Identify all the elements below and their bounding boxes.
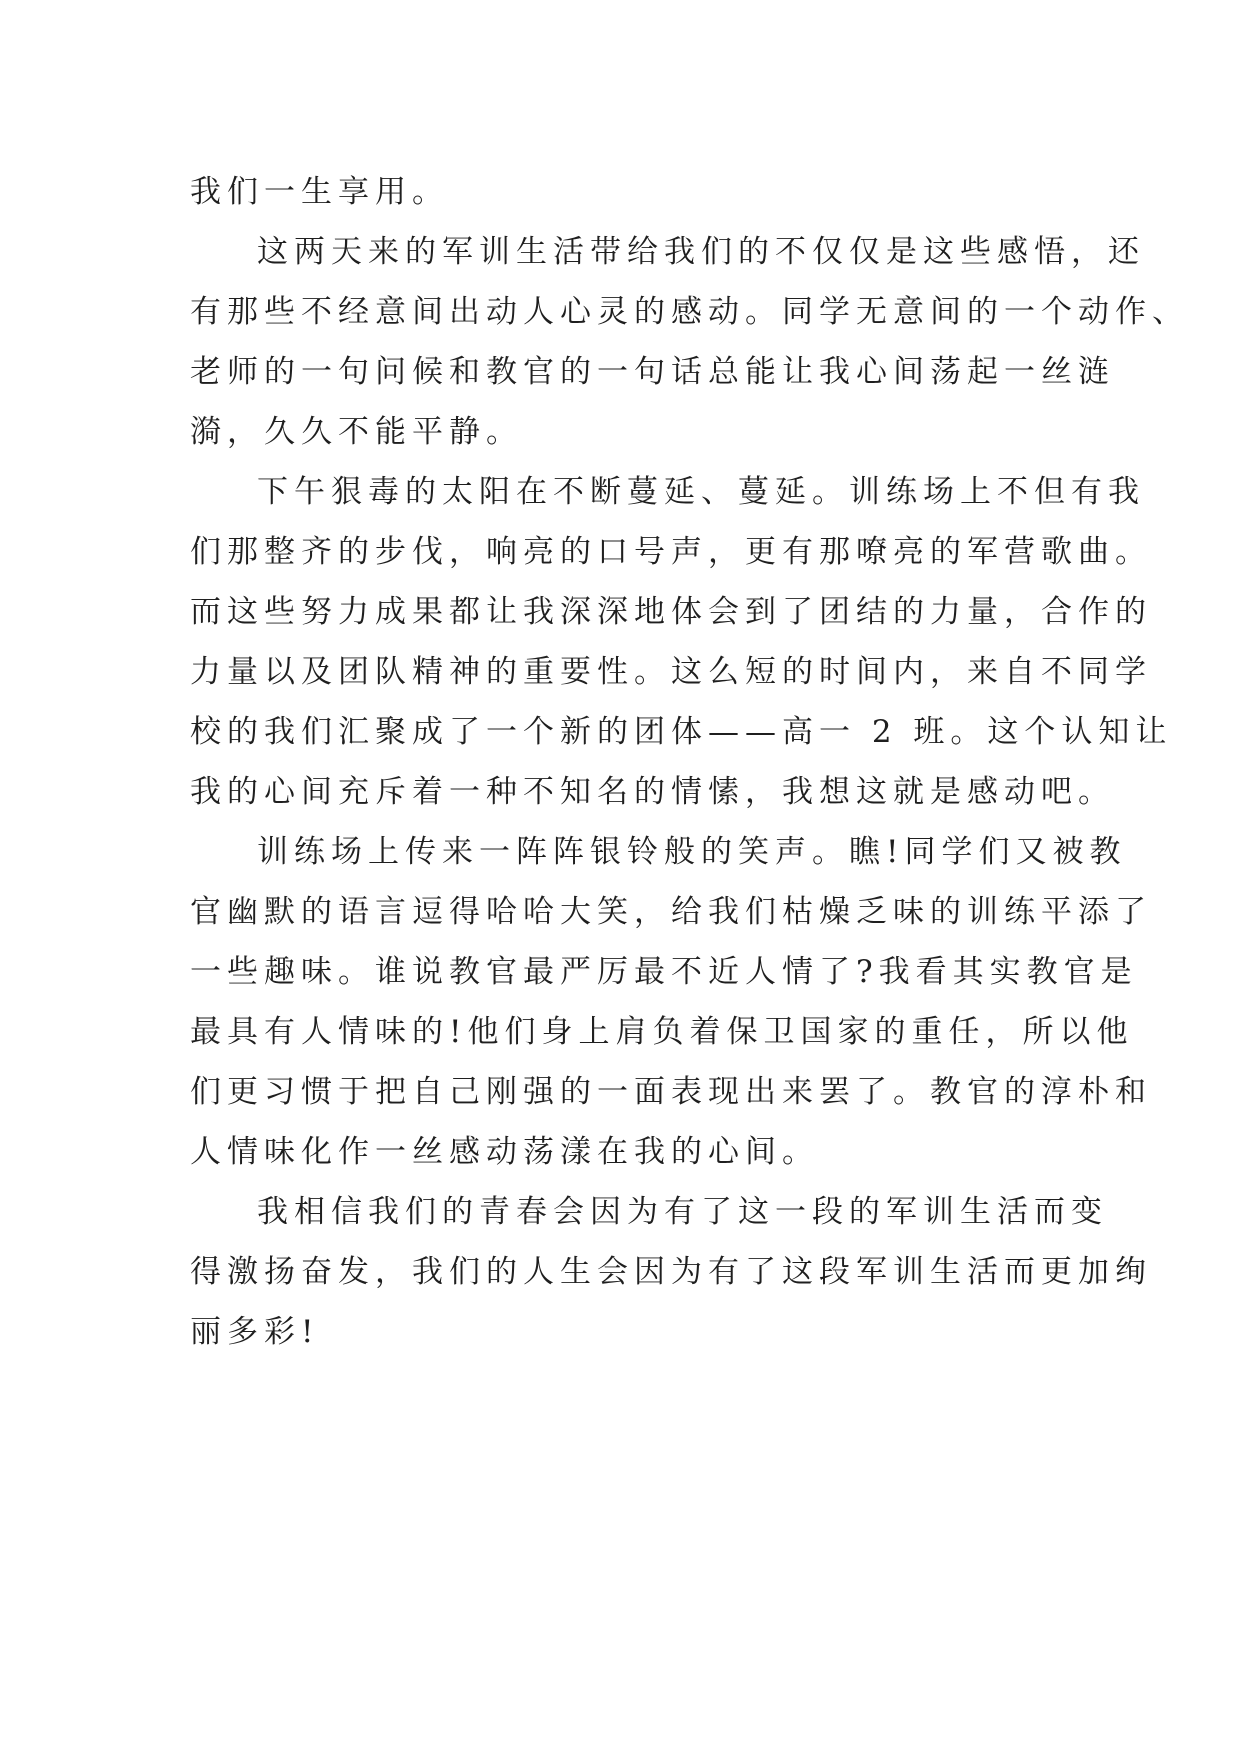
text-line: 最具有人情味的!他们身上肩负着保卫国家的重任，所以他 <box>190 1014 1134 1050</box>
text-line: 我们一生享用。 <box>190 174 449 210</box>
body-text <box>190 162 1189 1362</box>
text-line: 下午狠毒的太阳在不断蔓延、蔓延。训练场上不但有我 <box>257 474 1145 510</box>
text-line: 官幽默的语言逗得哈哈大笑，给我们枯燥乏味的训练平添了 <box>190 894 1152 930</box>
text-line: 一些趣味。谁说教官最严厉最不近人情了?我看其实教官是 <box>190 954 1138 990</box>
text-line: 校的我们汇聚成了一个新的团体——高一 2 班。这个认知让 <box>190 714 1173 750</box>
text-line: 有那些不经意间出动人心灵的感动。同学无意间的一个动作、 <box>190 294 1189 330</box>
text-line: 我的心间充斥着一种不知名的情愫，我想这就是感动吧。 <box>190 774 1115 810</box>
text-line: 训练场上传来一阵阵银铃般的笑声。瞧!同学们又被教 <box>257 834 1127 870</box>
text-line: 丽多彩! <box>190 1314 320 1350</box>
text-line: 力量以及团队精神的重要性。这么短的时间内，来自不同学 <box>190 654 1152 690</box>
text-line: 们更习惯于把自己刚强的一面表现出来罢了。教官的淳朴和 <box>190 1074 1152 1110</box>
text-line: 人情味化作一丝感动荡漾在我的心间。 <box>190 1134 819 1170</box>
text-line: 而这些努力成果都让我深深地体会到了团结的力量，合作的 <box>190 594 1152 630</box>
text-line: 我相信我们的青春会因为有了这一段的军训生活而变 <box>257 1194 1108 1230</box>
text-line: 老师的一句问候和教官的一句话总能让我心间荡起一丝涟 <box>190 354 1115 390</box>
text-line: 漪，久久不能平静。 <box>190 414 523 450</box>
text-line: 这两天来的军训生活带给我们的不仅仅是这些感悟，还 <box>257 234 1145 270</box>
text-line: 得激扬奋发，我们的人生会因为有了这段军训生活而更加绚 <box>190 1254 1152 1290</box>
text-line: 们那整齐的步伐，响亮的口号声，更有那嘹亮的军营歌曲。 <box>190 534 1152 570</box>
